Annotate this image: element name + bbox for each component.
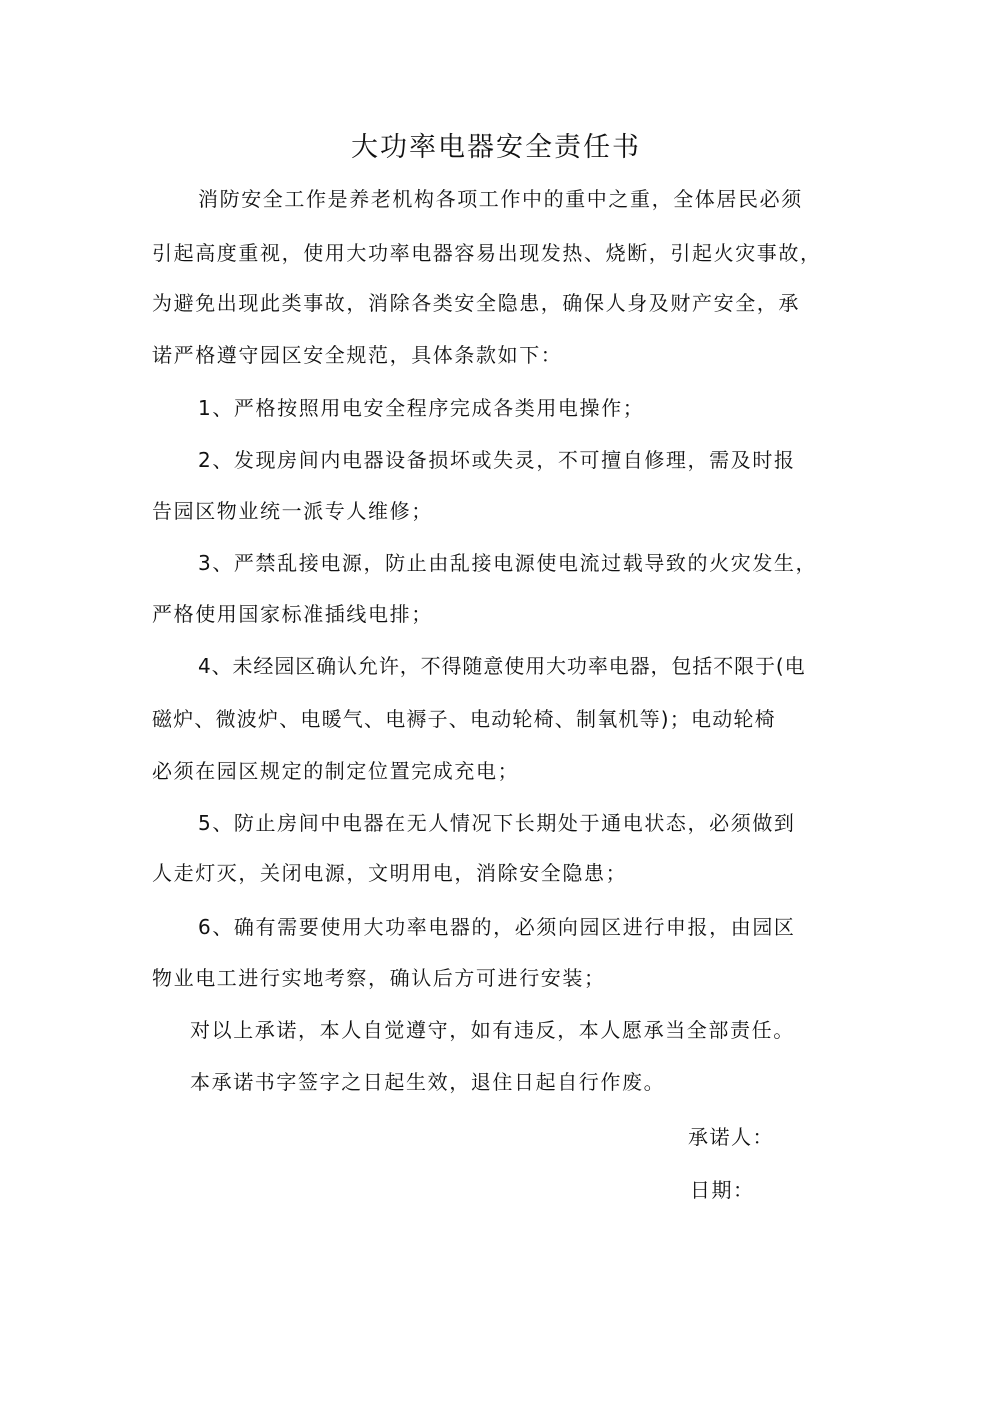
clause-6-line: 6、确有需要使用大功率电器的，必须向园区进行申报，由园区 — [198, 915, 796, 939]
clause-1-line: 1、严格按照用电安全程序完成各类用电操作； — [198, 396, 645, 420]
paragraph-line: 消防安全工作是养老机构各项工作中的重中之重，全体居民必须 — [198, 187, 803, 211]
clause-4-line: 必须在园区规定的制定位置完成充电； — [152, 759, 520, 783]
clause-3-line: 严格使用国家标准插线电排； — [152, 602, 433, 626]
effective-statement: 本承诺书字签字之日起生效，退住日起自行作废。 — [190, 1070, 666, 1094]
date-label: 日期： — [690, 1178, 755, 1202]
clause-2-line: 2、发现房间内电器设备损坏或失灵，不可擅自修理，需及时报 — [198, 448, 796, 472]
clause-6-line: 物业电工进行实地考察，确认后方可进行安装； — [152, 966, 606, 990]
promiser-label: 承诺人： — [688, 1125, 774, 1149]
clause-5-line: 人走灯灭，关闭电源，文明用电，消除安全隐患； — [152, 861, 628, 885]
paragraph-line: 诺严格遵守园区安全规范，具体条款如下： — [152, 343, 563, 367]
paragraph-line: 为避免出现此类事故，消除各类安全隐患，确保人身及财产安全，承 — [152, 291, 800, 315]
clause-3-line: 3、严禁乱接电源，防止由乱接电源使电流过载导致的火灾发生， — [198, 551, 818, 575]
commitment-statement: 对以上承诺，本人自觉遵守，如有违反，本人愿承当全部责任。 — [190, 1018, 795, 1042]
clause-5-line: 5、防止房间中电器在无人情况下长期处于通电状态，必须做到 — [198, 811, 796, 835]
clause-4-line: 磁炉、微波炉、电暖气、电褥子、电动轮椅、制氧机等)；电动轮椅 — [152, 707, 776, 731]
clause-4-line: 4、未经园区确认允许，不得随意使用大功率电器，包括不限于(电 — [198, 654, 806, 678]
document-title: 大功率电器安全责任书 — [351, 132, 641, 163]
clause-2-line: 告园区物业统一派专人维修； — [152, 499, 433, 523]
paragraph-line: 引起高度重视，使用大功率电器容易出现发热、烧断，引起火灾事故， — [152, 241, 822, 265]
